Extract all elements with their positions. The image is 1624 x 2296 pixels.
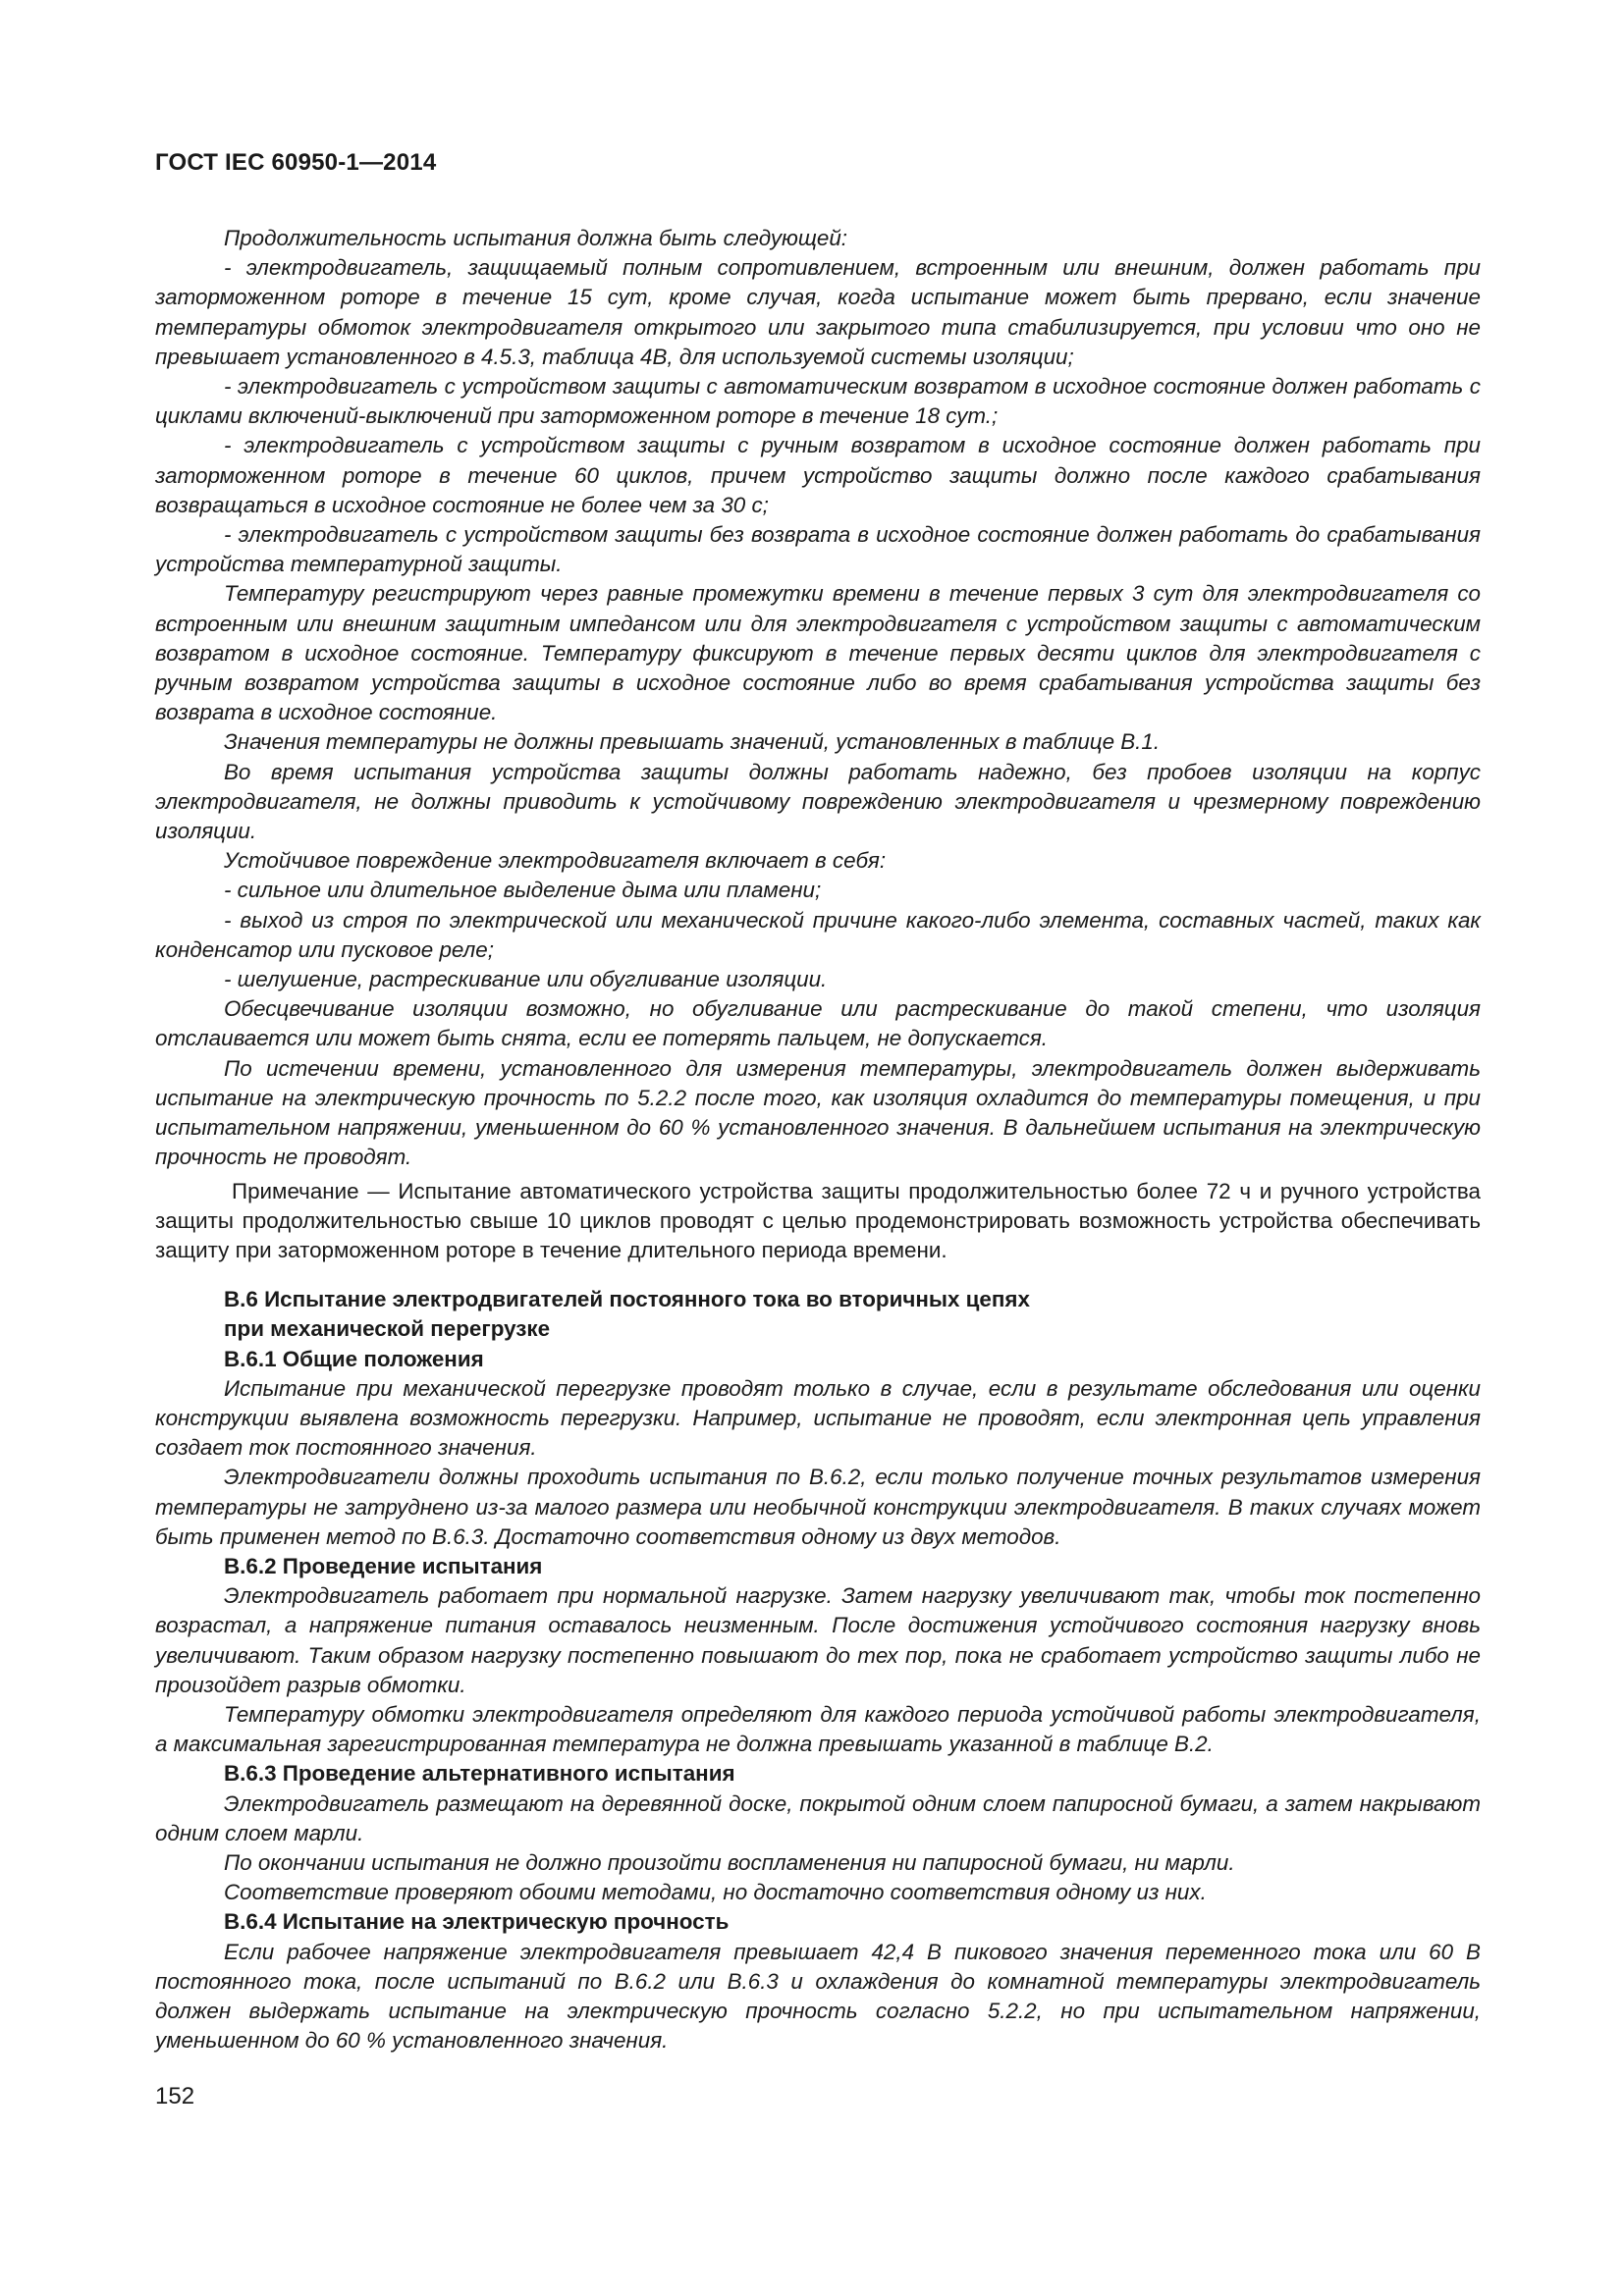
paragraph: Температуру обмотки электродвигателя определяют для каждого периода устойчивой работы электродвигателя, а максимальная зарегистрированная температура не должна превышать указанной в таблице В.2. — [155, 1701, 1481, 1757]
paragraph: Электродвигатель работает при нормальной нагрузке. Затем нагрузку увеличивают так, чтобы ток постепенно возрастал, а напряжение питания оставалось неизменным. После достижения устойчивого состояния нагрузку вновь увеличивают. Таким образом нагрузку постепенно повышают до тех пор, пока не сработает устройство защиты либо не произойдет разрыв обмотки. — [155, 1583, 1481, 1697]
paragraph: Продолжительность испытания должна быть следующей: — [224, 226, 848, 250]
standard-header: ГОСТ IEC 60950-1—2014 — [155, 149, 437, 176]
note-block — [155, 1177, 1481, 1266]
page-number: 152 — [155, 2083, 195, 2109]
list-item: - шелушение, растрескивание или обугливание изоляции. — [224, 967, 828, 992]
paragraph: Во время испытания устройства защиты должны работать надежно, без пробоев изоляции на корпус электродвигателя, не должны приводить к устойчивому повреждению электродвигателя и чрезмерному повреждению изоляции. — [155, 759, 1481, 844]
list-item: - сильное или длительное выделение дыма или пламени; — [224, 878, 822, 903]
paragraph: Обесцвечивание изоляции возможно, но обугливание или растрескивание до такой степени, что изоляция отслаивается или может быть снята, если ее потерять пальцем, не допускается. — [155, 996, 1481, 1051]
paragraph: По истечении времени, установленного для измерения температуры, электродвигатель должен выдерживать испытание на электрическую прочность по 5.2.2 после того, как изоляция охладится до температуры помещения, и при испытательном напряжении, уменьшенном до 60 % установленного значения. В дальнейшем испытания на электрическую прочность не проводят. — [155, 1055, 1481, 1170]
subsection-heading-b64: В.6.4 Испытание на электрическую прочность — [224, 1909, 730, 1935]
paragraph: По окончании испытания не должно произойти воспламенения ни папиросной бумаги, ни марли. — [224, 1849, 1235, 1875]
note-text: Примечание — Испытание автоматического устройства защиты продолжительностью более 72 ч и ручного устройства защиты продолжительностью свыше 10 циклов проводят с целью продемонстрировать возможность устройства обеспечивать защиту при заторможенном роторе в течение длительного периода времени. — [155, 1178, 1481, 1262]
paragraph: Температуру регистрируют через равные промежутки времени в течение первых 3 сут для электродвигателя со встроенным или внешним защитным импедансом или для электродвигателя с устройством защиты с автоматическим возвратом в исходное состояние. Температуру фиксируют в течение первых десяти циклов для электродвигателя с ручным возвратом устройства защиты в исходное состояние либо во время срабатывания устройства защиты без возврата в исходное состояние. — [155, 581, 1481, 725]
list-item: - электродвигатель, защищаемый полным сопротивлением, встроенным или внешним, должен работать при заторможенном роторе в течение 15 сут, кроме случая, когда испытание может быть прервано, если значение температуры обмоток электродвигателя открытого или закрытого типа стабилизируется, при условии что оно не превышает установленного в 4.5.3, таблица 4В, для используемой системы изоляции; — [155, 255, 1481, 369]
section-heading-b6 — [155, 1285, 1481, 1344]
paragraph: Значения температуры не должны превышать значений, установленных в таблице В.1. — [224, 729, 1161, 755]
list-item: - электродвигатель с устройством защиты с ручным возвратом в исходное состояние должен работать при заторможенном роторе в течение 60 циклов, причем устройство защиты должно после каждого срабатывания возвращаться в исходное состояние не более чем за 30 с; — [155, 433, 1481, 517]
paragraph: Если рабочее напряжение электродвигателя превышает 42,4 В пикового значения переменного тока или 60 В постоянного тока, после испытаний по В.6.2 или В.6.3 и охлаждения до комнатной температуры электродвигатель должен выдержать испытание на электрическую прочность согласно 5.2.2, но при испытательном напряжении, уменьшенном до 60 % установленного значения. — [155, 1939, 1481, 2054]
subsection-heading-b63: В.6.3 Проведение альтернативного испытания — [224, 1761, 735, 1787]
subsection-heading-b62: В.6.2 Проведение испытания — [224, 1553, 543, 1578]
paragraph: Электродвигатель размещают на деревянной доске, покрытой одним слоем папиросной бумаги, а затем накрывают одним слоем марли. — [155, 1790, 1481, 1845]
section-heading-line: при механической перегрузке — [224, 1316, 551, 1342]
paragraph: Испытание при механической перегрузке проводят только в случае, если в результате обследования или оценки конструкции выявлена возможность перегрузки. Например, испытание не проводят, если электронная цепь управления создает ток постоянного значения. — [155, 1375, 1481, 1461]
paragraph: Устойчивое повреждение электродвигателя включает в себя: — [224, 848, 887, 874]
paragraph: Соответствие проверяют обоими методами, но достаточно соответствия одному из них. — [224, 1880, 1207, 1905]
page-body — [155, 224, 1481, 2056]
list-item: - электродвигатель с устройством защиты без возврата в исходное состояние должен работать до срабатывания устройства температурной защиты. — [155, 522, 1481, 577]
list-item: - выход из строя по электрической или механической причине какого-либо элемента, составных частей, таких как конденсатор или пусковое реле; — [155, 907, 1481, 962]
paragraph: Электродвигатели должны проходить испытания по В.6.2, если только получение точных результатов измерения температуры не затруднено из-за малого размера или необычной конструкции электродвигателя. В таких случаях может быть применен метод по В.6.3. Достаточно соответствия одному из двух методов. — [155, 1465, 1481, 1549]
list-item: - электродвигатель с устройством защиты с автоматическим возвратом в исходное состояние должен работать с циклами включений-выключений при заторможенном роторе в течение 18 сут.; — [155, 374, 1481, 429]
subsection-heading-b61: В.6.1 Общие положения — [224, 1346, 484, 1371]
section-heading-line: В.6 Испытание электродвигателей постоянного тока во вторичных цепях — [224, 1287, 1030, 1312]
